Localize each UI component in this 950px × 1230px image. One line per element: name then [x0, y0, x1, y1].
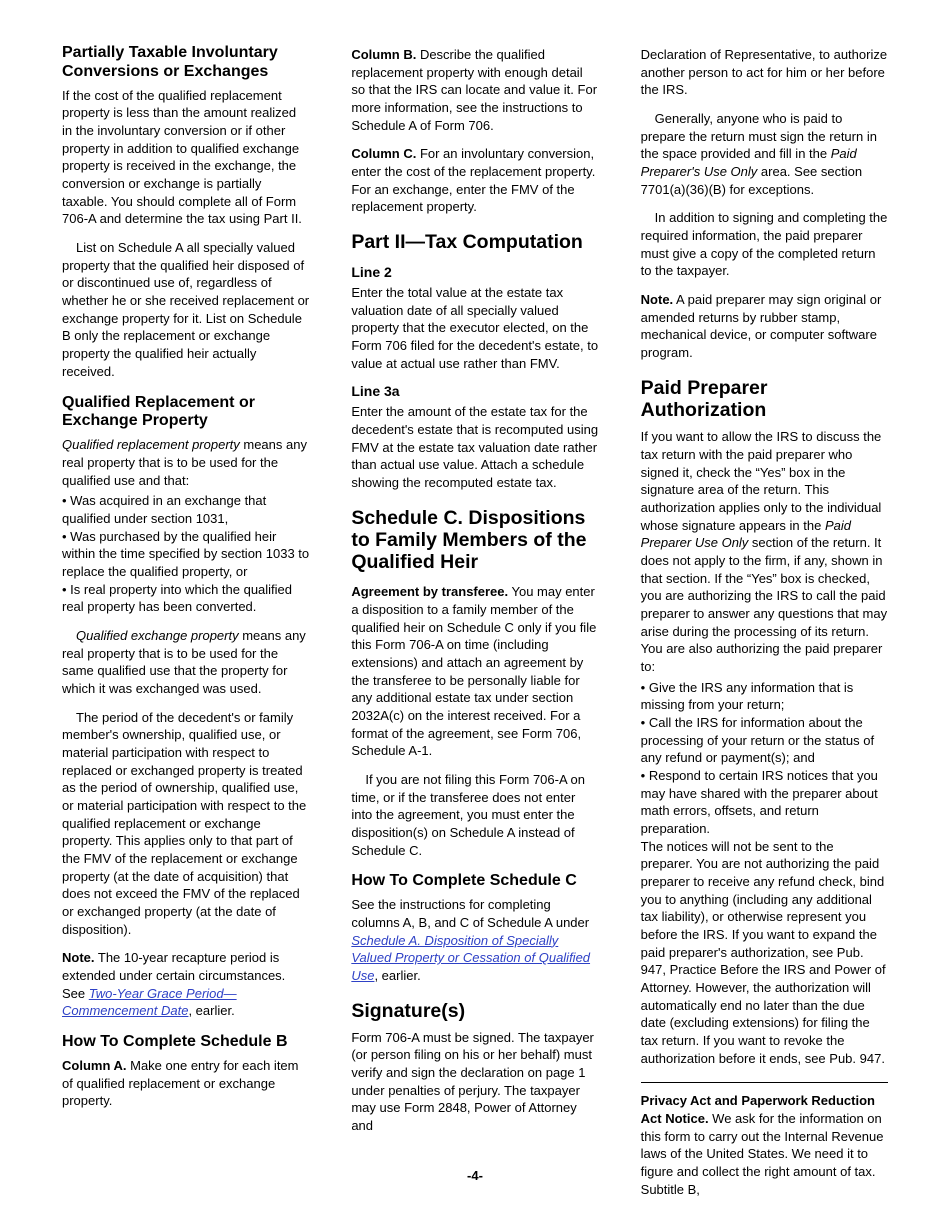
paragraph-qualified-replacement-def	[62, 436, 309, 489]
text-run: means any real property that is to be used for the same qualified use that the property for which it was exchanged was used.	[62, 627, 306, 696]
column-2	[351, 42, 598, 1209]
paragraph-list-schedule-a: List on Schedule A all specially valued property that the qualified heir disposed of or discontinued use of, regardless of whether he or she received replacement or exchange property for it. List on Schedule B only the replacement or exchange property the qualified heir actually received.	[62, 240, 310, 379]
heading-how-to-complete-schedule-c: How To Complete Schedule C	[351, 872, 577, 890]
text-run: You may enter a disposition to a family member of the qualified heir on Schedule C only if you file this Form 706-A on time (including extensions) and attach an agreement by the transferee to be personally liable for any additional estate tax under section 2032A(c) on the interest received. For a format of the agreement, see Form 706, Schedule A-1.	[351, 584, 597, 759]
text-run: , earlier.	[188, 1003, 235, 1019]
text-run: means any real property that is to be used for the qualified use and that:	[62, 437, 307, 488]
paragraph-generally-paid-preparer	[641, 110, 888, 198]
heading-signatures: Signature(s)	[351, 999, 466, 1022]
paragraph-note-paid-preparer	[641, 291, 888, 362]
text-run: If you want to allow the IRS to discuss the tax return with the paid preparer who signed it, check the “Yes” box in the signature area of the return. This authorization applies only to the individual whose signature appears in the	[640, 429, 882, 533]
text-run: , earlier.	[374, 967, 421, 983]
paragraph-partially-taxable: If the cost of the qualified replacement property is less than the amount realized in the involuntary conversion or if other property in addition to qualified exchange property is received in the exchange, the conversion or exchange is partially taxable. You should complete all of Form 706-A and determine the tax using Part II.	[62, 87, 302, 227]
paragraph-not-filing-on-time: If you are not filing this Form 706-A on time, or if the transferee does not enter into the agreement, you must enter the disposition(s) on Schedule A instead of Schedule C.	[351, 771, 585, 858]
text-run: For an involuntary conversion, enter the cost of the replacement property. For an exchange, enter the FMV of the replacement property.	[351, 146, 596, 215]
text-run: We ask for the information on this form to carry out the Internal Revenue laws of the United States. We need it to figure and collect the right amount of tax. Subtitle B,	[640, 1111, 884, 1197]
paragraph-agreement-by-transferee	[351, 583, 598, 760]
heading-line-2: Line 2	[351, 264, 392, 281]
paragraph-see-instructions	[351, 896, 598, 984]
italic-term-paid-preparer-use-only: Paid Preparer Use Only	[640, 517, 851, 551]
italic-term-paid-preparers-use-only: Paid Preparer's Use Only	[640, 146, 857, 180]
note-label: Note.	[62, 950, 95, 966]
paragraph-column-c	[351, 145, 598, 216]
paragraph-in-addition: In addition to signing and completing the required information, the paid preparer must give a copy of the completed return to the taxpayer.	[640, 210, 888, 279]
text-run: The 10-year recapture period is extended under certain circumstances. See	[62, 950, 286, 1001]
text-run: section of the return. It does not apply to the firm, if any, shown in that section. If the “Yes” box is checked, you are authorizing the IRS to call the paid preparer to answer any questions that may arise during the processing of its return. You are also authorizing the paid preparer to:	[640, 535, 888, 674]
paragraph-note-recapture	[62, 949, 309, 1020]
paragraph-column-b	[351, 46, 598, 134]
bullet-item-give-information: • Give the IRS any information that is missing from your return;	[641, 679, 888, 714]
link-two-year-grace-period[interactable]: Two-Year Grace Period—Commencement Date	[62, 985, 237, 1019]
column-b-label: Column B.	[351, 47, 417, 62]
heading-schedule-c-dispositions: Schedule C. Dispositions to Family Members of the Qualified Heir	[351, 506, 587, 574]
heading-part-ii-tax-computation: Part II—Tax Computation	[351, 231, 583, 254]
privacy-divider-line	[641, 1082, 888, 1083]
paragraph-qualified-exchange-def	[62, 627, 309, 698]
bullet-item-section-1031: • Was acquired in an exchange that qualified under section 1031,	[62, 492, 309, 527]
paragraph-line-2: Enter the total value at the estate tax valuation date of all specially valued property that the executor elected, on the Form 706 filed for the decedent's estate, to value at actual use rather than FMV.	[351, 285, 599, 371]
italic-term-qualified-replacement: Qualified replacement property	[62, 437, 240, 453]
heading-how-to-complete-schedule-b: How To Complete Schedule B	[62, 1033, 288, 1051]
page-columns	[62, 42, 888, 1209]
link-schedule-a-disposition[interactable]: Schedule A. Disposition of Specially Valued Property or Cessation of Qualified Use	[351, 932, 591, 983]
text-run: Describe the qualified replacement property with enough detail so that the IRS can locate and value it. For more information, see the instructions to Schedule A of Form 706.	[351, 47, 598, 133]
text-run: Make one entry for each item of qualified replacement or exchange property.	[62, 1057, 299, 1109]
text-run: area. See section 7701(a)(36)(B) for exceptions.	[640, 164, 863, 197]
bullet-item-call-irs: • Call the IRS for information about the processing of your return or the status of any refund or payment(s); and	[641, 714, 888, 767]
privacy-act-label: Privacy Act and Paperwork Reduction Act Notice.	[640, 1093, 875, 1127]
paragraph-ownership-period: The period of the decedent's or family member's ownership, qualified use, or material participation with respect to replaced or exchanged property is treated as the period of ownership, qualified use, or material participation with respect to the qualified replacement or exchange property. This applies only to that part of the FMV of the replacement or exchange property (at the date of acquisition) that does not exceed the FMV of the replaced or exchanged property (at the date of disposition).	[62, 709, 307, 937]
column-1	[62, 42, 309, 1209]
agreement-label: Agreement by transferee.	[351, 584, 509, 600]
paragraph-signatures: Form 706-A must be signed. The taxpayer (or person filing on his or her behalf) must verify and sign the declaration on page 1 under penalties of perjury. The taxpayer may use Form 2848, Power of Attorney and	[351, 1029, 594, 1134]
text-run: A paid preparer may sign original or amended returns by rubber stamp, mechanical device, or computer software program.	[640, 292, 882, 361]
paragraph-declaration-continuation: Declaration of Representative, to authorize another person to act for him or her before the IRS.	[640, 47, 888, 98]
bullet-item-respond-notices: • Respond to certain IRS notices that you may have shared with the preparer about math errors, offsets, and return preparation.	[641, 767, 888, 838]
heading-line-3a: Line 3a	[351, 383, 400, 400]
text-run: Generally, anyone who is paid to prepare the return must sign the return in the space provided and fill in the	[640, 111, 877, 162]
heading-paid-preparer-authorization: Paid Preparer Authorization	[640, 376, 768, 421]
bullet-item-section-1033: • Was purchased by the qualified heir within the time specified by section 1033 to replace the qualified property, or	[62, 528, 309, 581]
column-a-label: Column A.	[62, 1057, 127, 1073]
heading-qualified-replacement: Qualified Replacement or Exchange Property	[62, 393, 255, 430]
note-label: Note.	[640, 292, 674, 308]
paragraph-notices-not-sent: The notices will not be sent to the preparer. You are not authorizing the paid preparer to receive any refund check, bind you to anything (including any additional tax liability), or otherwise represent you before the IRS. If you want to expand the paid preparer's authorization, see Pub. 947, Practice Before the IRS and Power of Attorney. However, the authorization will automatically end no later than the due date (excluding extensions) for filing the tax return. If you want to revoke the authorization before it ends, see Pub. 947.	[640, 838, 886, 1066]
heading-partially-taxable-conversions: Partially Taxable Involuntary Conversions or Exchanges	[62, 44, 278, 80]
page-number: -4-	[467, 1168, 483, 1183]
italic-term-qualified-exchange: Qualified exchange property	[76, 627, 239, 643]
bullet-item-converted-property: • Is real property into which the qualified real property has been converted.	[62, 581, 309, 616]
paragraph-paid-preparer-authorization	[641, 428, 888, 675]
column-c-label: Column C.	[351, 146, 417, 162]
paragraph-line-3a: Enter the amount of the estate tax for the decedent's estate that is recomputed using FMV at the estate tax valuation date rather than actual use value. Attach a schedule showing the recomputed estate tax.	[351, 404, 599, 490]
column-3	[641, 42, 888, 1209]
paragraph-column-a	[62, 1057, 309, 1110]
text-run: See the instructions for completing columns A, B, and C of Schedule A under	[351, 897, 590, 930]
